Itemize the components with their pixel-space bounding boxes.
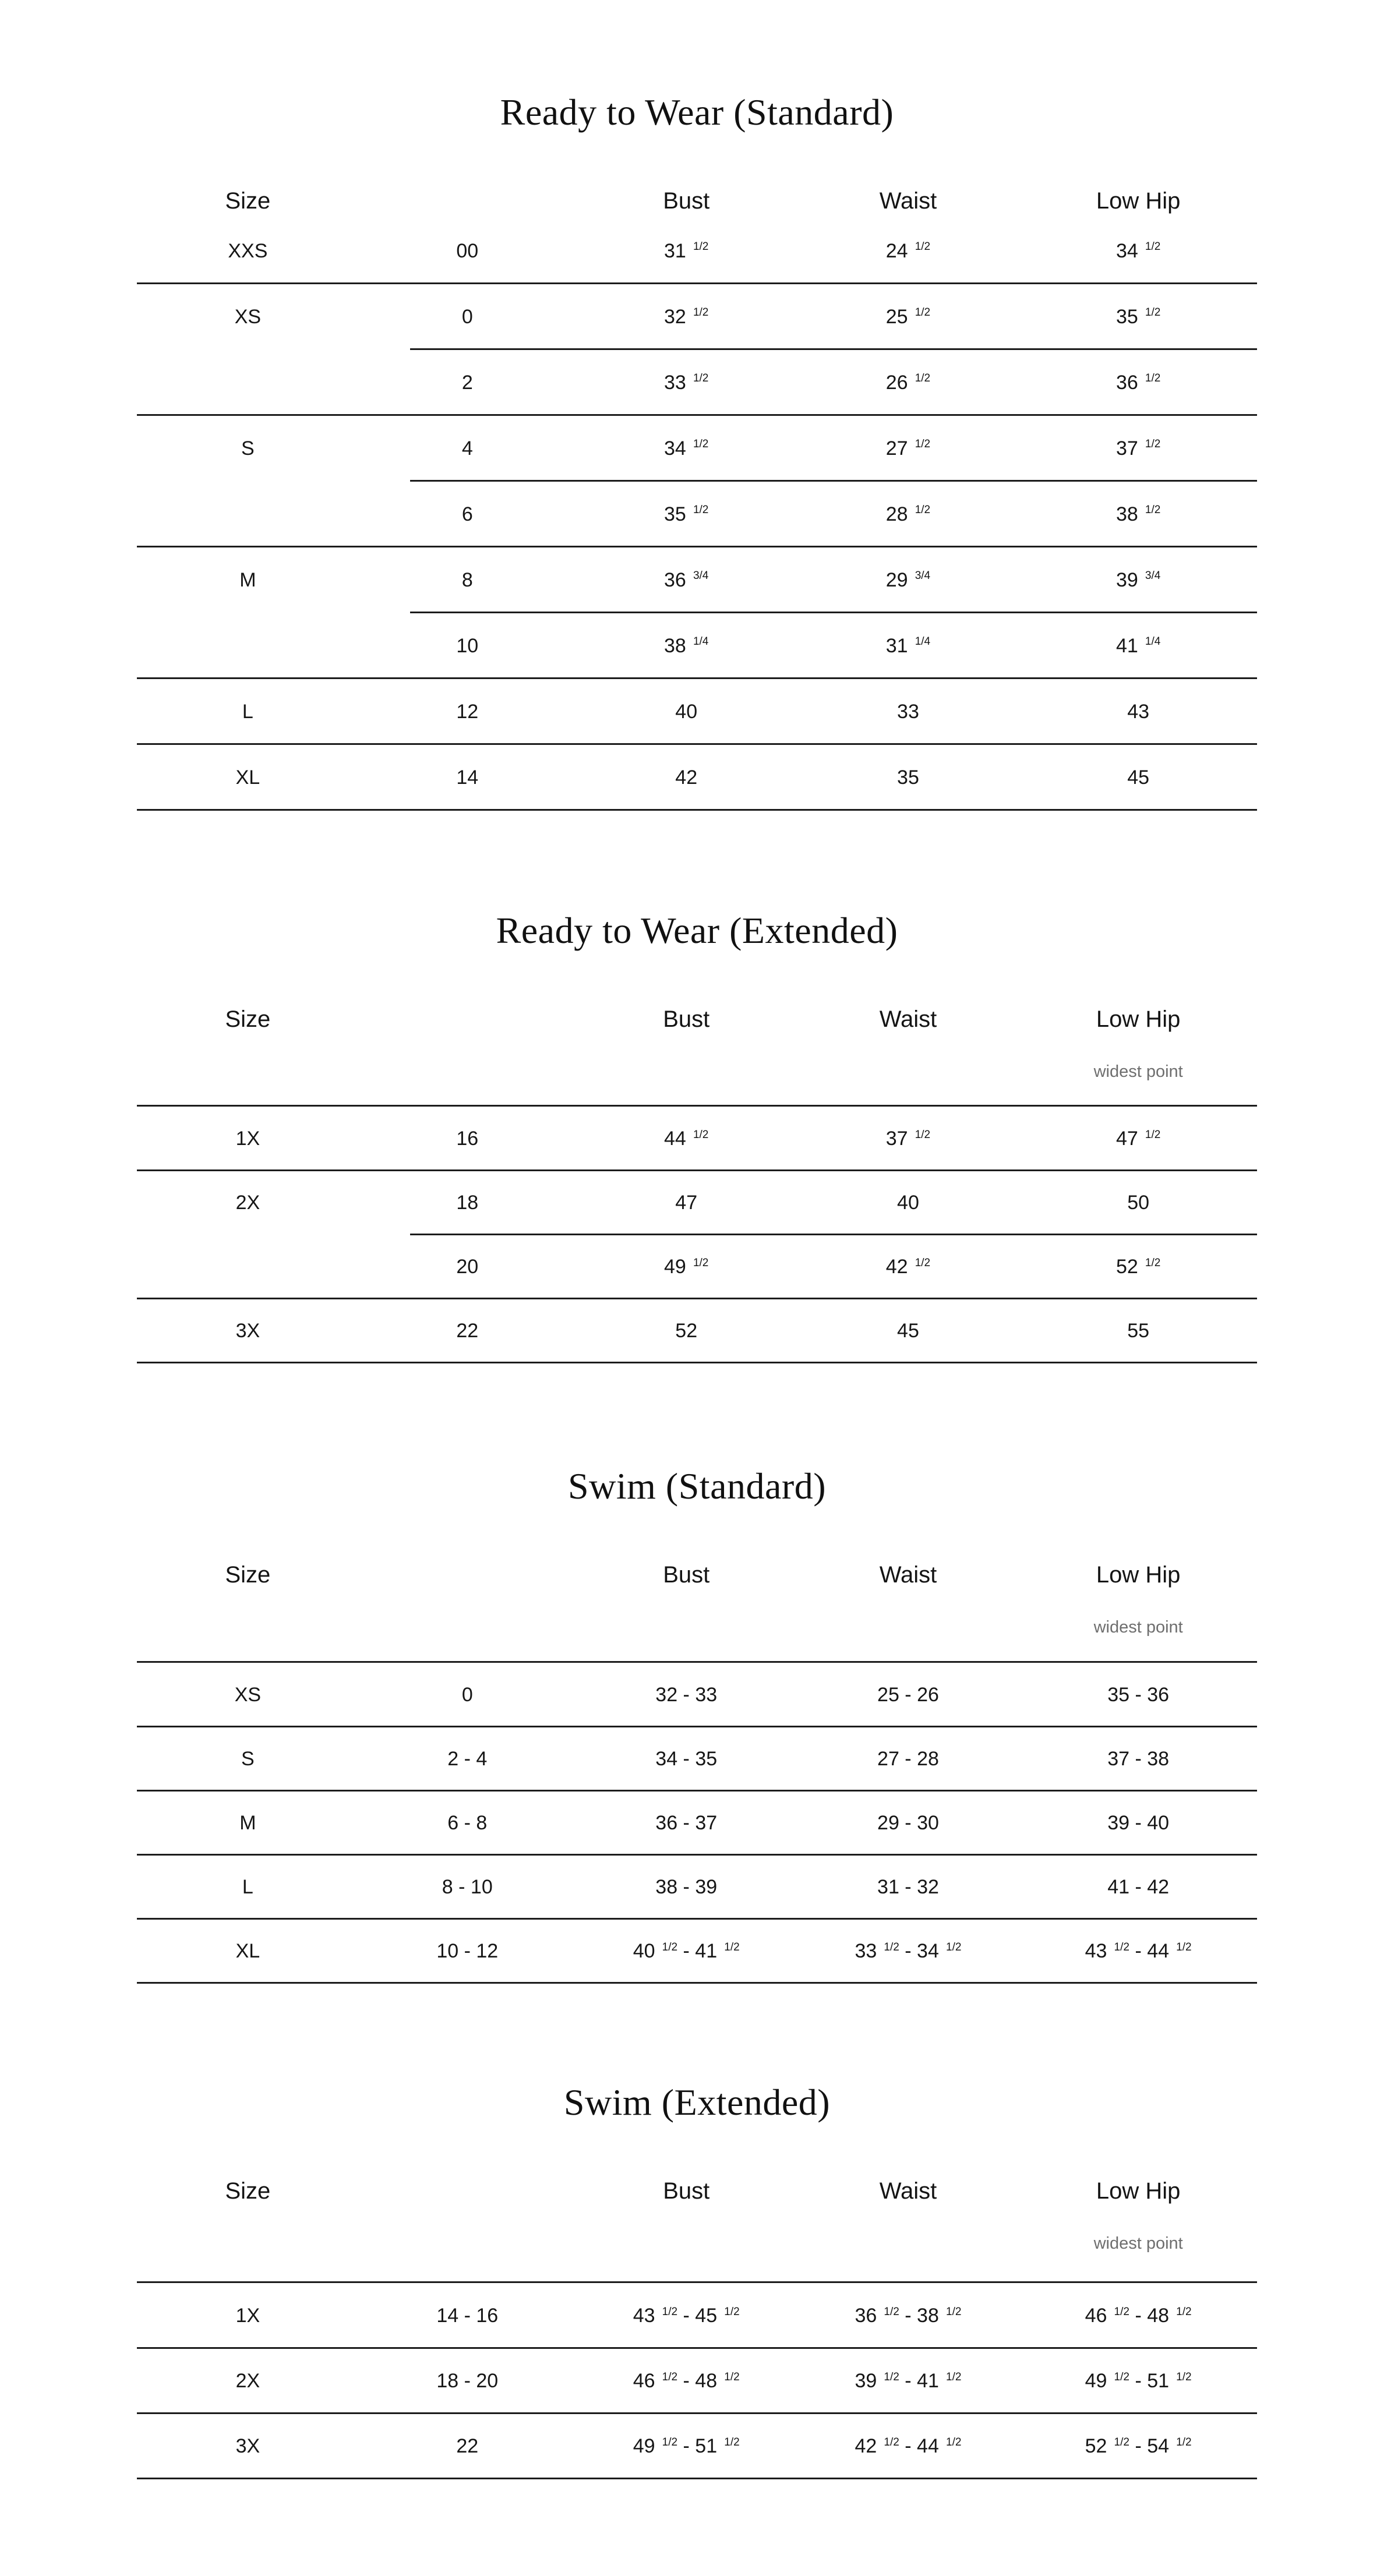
table-cell: 29 - 30 [877, 1812, 939, 1834]
table-cell: 36 $^{1/2}$ [1115, 371, 1161, 394]
fraction: 1/2 [915, 438, 931, 451]
low-hip-widest-point-note: widest point [1093, 2234, 1183, 2253]
column-header-waist: Waist [879, 1562, 937, 1588]
column-header-waist: Waist [879, 2178, 937, 2204]
table-cell: 37 $^{1/2}$ [1115, 437, 1161, 460]
table-row [137, 1919, 1257, 1983]
table-ready-to-wear-standard [137, 91, 1257, 814]
table-cell: 42 [675, 766, 698, 789]
fraction: 3/4 [1145, 570, 1161, 582]
fraction: 1/2 [884, 2370, 899, 2383]
fraction: 1/2 [915, 504, 931, 517]
fraction: 1/2 [915, 1128, 931, 1141]
fraction: 1/4 [915, 635, 931, 648]
table-body [137, 1661, 1257, 1983]
table-cell: 42 $^{1/2}$ - 44 $^{1/2}$ [855, 2435, 962, 2457]
table-cell: 0 [461, 1684, 473, 1706]
table-header-row [137, 1005, 1257, 1033]
fraction: 1/2 [662, 2436, 678, 2448]
table-row [137, 284, 1257, 349]
table-cell: XS [234, 1684, 262, 1706]
table-cell: XXS [228, 239, 268, 262]
table-row [137, 2283, 1257, 2348]
table-cell: 39 $^{3/4}$ [1115, 568, 1161, 591]
table-row [137, 218, 1257, 284]
table-cell: 6 - 8 [447, 1812, 488, 1834]
column-header-low-hip: Low Hip [1096, 1006, 1181, 1032]
fraction: 1/2 [662, 2370, 678, 2383]
fraction: 1/2 [693, 306, 709, 319]
table-cell: 42 $^{1/2}$ [885, 1256, 931, 1278]
table-cell: 44 $^{1/2}$ [664, 1128, 709, 1150]
fraction: 1/2 [724, 1941, 740, 1953]
table-cell: 25 - 26 [877, 1684, 939, 1706]
table-cell: 25 $^{1/2}$ [885, 305, 931, 328]
table-cell: 22 [456, 1320, 479, 1342]
fraction: 1/2 [945, 2370, 962, 2383]
table-cell: 18 [456, 1192, 479, 1214]
table-header-row [137, 187, 1257, 215]
table-cell: 27 $^{1/2}$ [885, 437, 931, 460]
table-cell: 35 [897, 766, 919, 789]
table-cell: S [241, 437, 255, 460]
table-row [137, 679, 1257, 744]
table-cell: 12 [456, 700, 479, 723]
fraction: 1/2 [1176, 2436, 1192, 2448]
fraction: 1/2 [945, 2436, 962, 2448]
fraction: 1/2 [884, 2305, 899, 2318]
table-cell: 3X [235, 2435, 260, 2457]
column-header-bust: Bust [663, 1562, 710, 1588]
table-cell: M [239, 568, 256, 591]
low-hip-widest-point-note: widest point [1093, 1062, 1183, 1081]
table-cell: 0 [461, 305, 473, 328]
table-cell: 49 $^{1/2}$ - 51 $^{1/2}$ [633, 2435, 740, 2457]
table-cell: 40 [897, 1192, 919, 1214]
column-header-bust: Bust [663, 188, 710, 214]
table-swim-standard [137, 1465, 1257, 1990]
table-cell: 33 $^{1/2}$ - 34 $^{1/2}$ [855, 1940, 962, 1962]
table-cell: 45 [1127, 766, 1150, 789]
fraction: 1/2 [945, 2305, 962, 2318]
fraction: 1/2 [1114, 1941, 1130, 1953]
fraction: 1/2 [693, 504, 709, 517]
table-row [137, 1727, 1257, 1791]
table-cell: XL [235, 1940, 260, 1962]
table-row [137, 349, 1257, 415]
table-cell: 40 [675, 700, 698, 723]
table-header-row [137, 2177, 1257, 2205]
fraction: 1/2 [1176, 2305, 1192, 2318]
table-cell: 31 - 32 [877, 1876, 939, 1898]
table-cell: XL [235, 766, 260, 789]
table-cell: 46 $^{1/2}$ - 48 $^{1/2}$ [1085, 2305, 1192, 2327]
table-cell: 52 $^{1/2}$ - 54 $^{1/2}$ [1085, 2435, 1192, 2457]
table-cell: 36 - 37 [655, 1812, 718, 1834]
table-cell: 26 $^{1/2}$ [885, 371, 931, 394]
column-header-size: Size [225, 1562, 271, 1588]
table-cell: 2X [235, 1192, 260, 1214]
table-title: Ready to Wear (Extended) [496, 910, 898, 951]
column-header-size: Size [225, 1006, 271, 1032]
table-cell: 43 $^{1/2}$ - 44 $^{1/2}$ [1085, 1940, 1192, 1962]
table-title: Swim (Standard) [568, 1465, 826, 1507]
fraction: 1/2 [1176, 2370, 1192, 2383]
table-header-row [137, 1561, 1257, 1589]
table-cell: 39 - 40 [1107, 1812, 1170, 1834]
column-header-bust: Bust [663, 2178, 710, 2204]
fraction: 1/2 [1145, 1256, 1161, 1269]
table-cell: 41 $^{1/4}$ [1115, 634, 1161, 657]
table-cell: 49 $^{1/2}$ - 51 $^{1/2}$ [1085, 2370, 1192, 2392]
fraction: 1/2 [915, 372, 931, 385]
table-cell: 37 $^{1/2}$ [885, 1128, 931, 1150]
table-cell: 16 [456, 1128, 479, 1150]
table-title: Ready to Wear (Standard) [500, 91, 894, 133]
column-header-size: Size [225, 2178, 271, 2204]
fraction: 1/2 [915, 1256, 931, 1269]
table-cell: 34 $^{1/2}$ [1115, 239, 1161, 262]
table-cell: 36 $^{1/2}$ - 38 $^{1/2}$ [855, 2305, 962, 2327]
table-cell: 33 [897, 700, 919, 723]
fraction: 1/2 [693, 438, 709, 451]
table-cell: 29 $^{3/4}$ [885, 568, 931, 591]
table-cell: 18 - 20 [436, 2370, 499, 2392]
table-cell: 8 - 10 [442, 1876, 493, 1898]
table-cell: 1X [235, 1128, 260, 1150]
column-header-low-hip: Low Hip [1096, 2178, 1181, 2204]
table-cell: 34 $^{1/2}$ [664, 437, 709, 460]
fraction: 1/2 [693, 1256, 709, 1269]
table-cell: 39 $^{1/2}$ - 41 $^{1/2}$ [855, 2370, 962, 2392]
table-cell: 6 [461, 503, 473, 525]
fraction: 1/2 [724, 2370, 740, 2383]
table-body [137, 218, 1257, 810]
table-cell: L [242, 1876, 253, 1898]
table-cell: 00 [456, 239, 479, 262]
table-cell: 37 - 38 [1107, 1748, 1170, 1770]
table-cell: 47 [675, 1192, 698, 1214]
table-cell: 52 [675, 1320, 698, 1342]
table-cell: 32 $^{1/2}$ [664, 305, 709, 328]
table-row [137, 744, 1257, 810]
fraction: 1/2 [884, 1941, 899, 1953]
fraction: 1/2 [693, 241, 709, 253]
fraction: 1/2 [693, 372, 709, 385]
table-cell: 4 [461, 437, 473, 460]
table-cell: 34 - 35 [655, 1748, 718, 1770]
table-cell: 28 $^{1/2}$ [885, 503, 931, 525]
fraction: 1/2 [915, 241, 931, 253]
table-row [137, 613, 1257, 679]
table-cell: 41 - 42 [1107, 1876, 1170, 1898]
table-cell: 45 [897, 1320, 919, 1342]
table-row [137, 1235, 1257, 1299]
table-cell: 22 [456, 2435, 479, 2457]
fraction: 3/4 [915, 570, 931, 582]
fraction: 1/4 [1145, 635, 1161, 648]
table-row [137, 1791, 1257, 1855]
fraction: 3/4 [693, 570, 709, 582]
table-cell: 50 [1127, 1192, 1150, 1214]
table-body [137, 1105, 1257, 1363]
table-cell: 27 - 28 [877, 1748, 939, 1770]
table-title: Swim (Extended) [563, 2082, 831, 2123]
column-header-waist: Waist [879, 188, 937, 214]
table-row [137, 1299, 1257, 1363]
table-cell: L [242, 700, 253, 723]
fraction: 1/2 [693, 1128, 709, 1141]
column-header-low-hip: Low Hip [1096, 1562, 1181, 1588]
table-row [137, 481, 1257, 547]
fraction: 1/2 [1145, 306, 1161, 319]
table-cell: 8 [461, 568, 473, 591]
table-cell: 10 [456, 634, 479, 657]
table-cell: 36 $^{3/4}$ [664, 568, 709, 591]
fraction: 1/2 [662, 2305, 678, 2318]
fraction: 1/2 [1114, 2370, 1130, 2383]
table-cell: M [239, 1812, 256, 1834]
table-swim-extended [137, 2082, 1257, 2483]
table-cell: 38 $^{1/2}$ [1115, 503, 1161, 525]
fraction: 1/2 [1145, 1128, 1161, 1141]
table-cell: 32 - 33 [655, 1684, 718, 1706]
table-cell: 10 - 12 [436, 1940, 499, 1962]
table-cell: 49 $^{1/2}$ [664, 1256, 709, 1278]
column-header-waist: Waist [879, 1006, 937, 1032]
table-cell: 43 [1127, 700, 1150, 723]
table-cell: 14 - 16 [436, 2305, 499, 2327]
table-cell: 55 [1127, 1320, 1150, 1342]
table-cell: 46 $^{1/2}$ - 48 $^{1/2}$ [633, 2370, 740, 2392]
table-cell: 2 - 4 [447, 1748, 488, 1770]
fraction: 1/2 [724, 2305, 740, 2318]
table-cell: 20 [456, 1256, 479, 1278]
table-row [137, 415, 1257, 481]
table-cell: 38 - 39 [655, 1876, 718, 1898]
fraction: 1/2 [1145, 241, 1161, 253]
table-cell: 2 [461, 371, 473, 394]
table-cell: 14 [456, 766, 479, 789]
table-cell: 38 $^{1/4}$ [664, 634, 709, 657]
table-row [137, 2414, 1257, 2479]
table-cell: 1X [235, 2305, 260, 2327]
table-cell: 35 - 36 [1107, 1684, 1170, 1706]
table-row [137, 547, 1257, 613]
fraction: 1/2 [1145, 438, 1161, 451]
table-cell: 24 $^{1/2}$ [885, 239, 931, 262]
table-cell: 52 $^{1/2}$ [1115, 1256, 1161, 1278]
table-cell: 40 $^{1/2}$ - 41 $^{1/2}$ [633, 1940, 740, 1962]
table-cell: XS [234, 305, 262, 328]
table-cell: 33 $^{1/2}$ [664, 371, 709, 394]
column-header-low-hip: Low Hip [1096, 188, 1181, 214]
table-row [137, 2348, 1257, 2414]
table-row [137, 1663, 1257, 1727]
column-header-size: Size [225, 188, 271, 214]
fraction: 1/4 [693, 635, 709, 648]
table-cell: 2X [235, 2370, 260, 2392]
table-cell: 31 $^{1/2}$ [664, 239, 709, 262]
fraction: 1/2 [884, 2436, 899, 2448]
table-ready-to-wear-extended [137, 910, 1257, 1370]
table-cell: 47 $^{1/2}$ [1115, 1128, 1161, 1150]
column-header-bust: Bust [663, 1006, 710, 1032]
table-row [137, 1107, 1257, 1171]
fraction: 1/2 [1114, 2436, 1130, 2448]
table-cell: 3X [235, 1320, 260, 1342]
fraction: 1/2 [1145, 504, 1161, 517]
table-row [137, 1855, 1257, 1919]
fraction: 1/2 [662, 1941, 678, 1953]
table-cell: 35 $^{1/2}$ [664, 503, 709, 525]
fraction: 1/2 [1145, 372, 1161, 385]
table-body [137, 2281, 1257, 2479]
low-hip-widest-point-note: widest point [1093, 1618, 1183, 1637]
table-cell: 35 $^{1/2}$ [1115, 305, 1161, 328]
table-row [137, 1171, 1257, 1235]
table-cell: 31 $^{1/4}$ [885, 634, 931, 657]
fraction: 1/2 [915, 306, 931, 319]
table-cell: S [241, 1748, 255, 1770]
fraction: 1/2 [724, 2436, 740, 2448]
fraction: 1/2 [1176, 1941, 1192, 1953]
table-cell: 43 $^{1/2}$ - 45 $^{1/2}$ [633, 2305, 740, 2327]
fraction: 1/2 [945, 1941, 962, 1953]
fraction: 1/2 [1114, 2305, 1130, 2318]
